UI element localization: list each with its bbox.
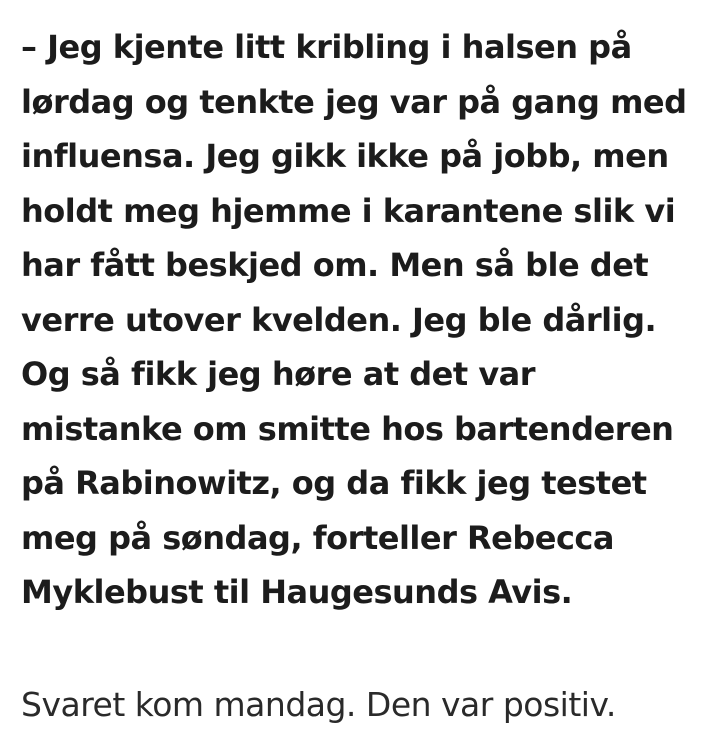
quote-line: Myklebust til Haugesunds Avis. <box>21 573 573 611</box>
quote-line: – Jeg kjente litt kribling i halsen på <box>21 28 632 66</box>
quote-line: influensa. Jeg gikk ikke på jobb, men <box>21 137 669 175</box>
quote-line: verre utover kvelden. Jeg ble dårlig. <box>21 300 657 339</box>
quote-line: Og så fikk jeg høre at det var <box>21 355 536 393</box>
follow-up-paragraph: Svaret kom mandag. Den var positiv. <box>21 685 616 724</box>
quote-line: meg på søndag, forteller Rebecca <box>21 518 614 557</box>
article-body <box>21 20 706 724</box>
quote-line: mistanke om smitte hos bartenderen <box>21 409 674 448</box>
quote-line: på Rabinowitz, og da fikk jeg testet <box>21 464 647 502</box>
quote-line: holdt meg hjemme i karantene slik vi <box>21 191 676 230</box>
quote-line: har fått beskjed om. Men så ble det <box>21 246 649 284</box>
quote-line: lørdag og tenkte jeg var på gang med <box>21 82 687 121</box>
quote-paragraph <box>21 20 706 620</box>
